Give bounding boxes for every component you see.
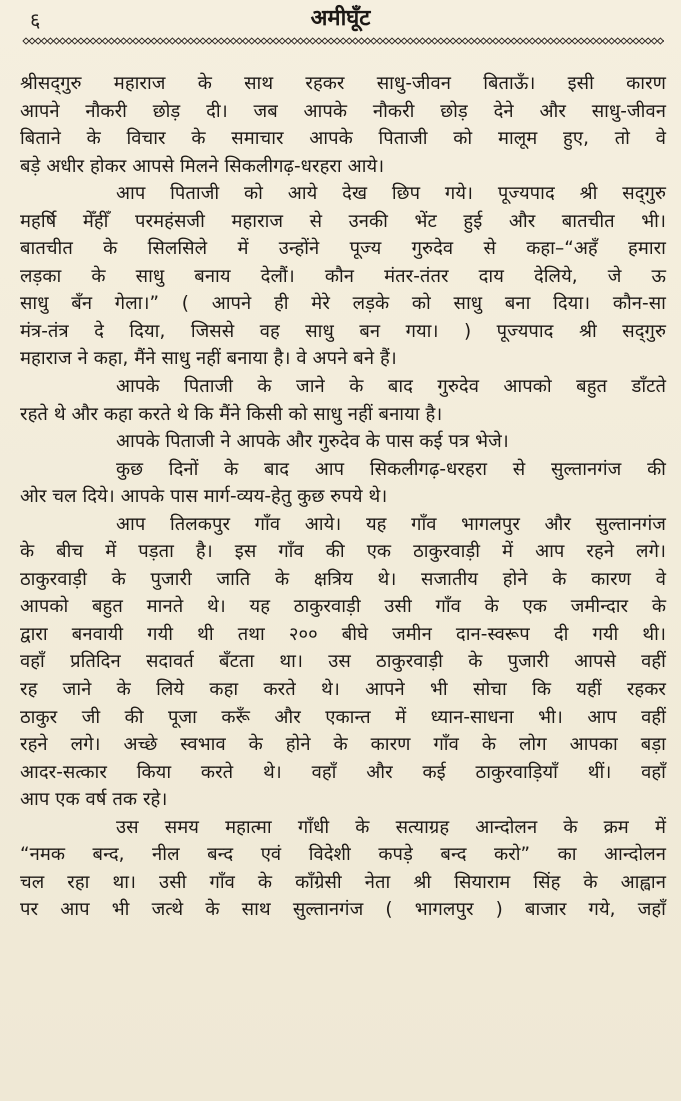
ornament-diamond — [664, 38, 665, 44]
text-line: रहते थे और कहा करते थे कि मैंने किसी को साधु नहीं बनाया है। — [20, 403, 443, 425]
ornament-diamond — [41, 38, 47, 44]
ornament-diamond — [176, 38, 182, 44]
ornament-diamond — [529, 38, 535, 44]
ornament-diamond — [487, 38, 493, 44]
ornament-diamond — [462, 38, 468, 44]
ornament-diamond — [633, 38, 639, 44]
ornament-diamond — [206, 38, 212, 44]
ornament-diamond — [298, 38, 304, 44]
ornament-diamond — [102, 38, 108, 44]
ornament-diamond — [505, 38, 511, 44]
text-line: आपने नौकरी छोड़ दी। जब आपके नौकरी छोड़ देने और साधु-जीवन — [20, 100, 666, 122]
ornament-diamond — [328, 38, 334, 44]
ornament-diamond — [322, 38, 328, 44]
ornament-diamond — [78, 38, 84, 44]
text-line: रह जाने के लिये कहा करते थे। आपने भी सोचा कि यहीं रहकर — [20, 679, 666, 701]
text-line: आप तिलकपुर गाँव आये। यह गाँव भागलपुर और सुल्तानगंज — [116, 513, 666, 535]
ornament-diamond — [401, 38, 407, 44]
text-line: बातचीत के सिलसिले में उन्होंने पूज्य गुरुदेव से कहा–“अहँ हमारा — [20, 238, 666, 260]
text-line: बड़े अधीर होकर आपसे मिलने सिकलीगढ़-धरहरा आये। — [20, 155, 385, 177]
ornament-diamond — [365, 38, 371, 44]
ornament-diamond — [84, 38, 90, 44]
ornament-diamond — [554, 38, 560, 44]
ornament-diamond — [542, 38, 548, 44]
ornament-diamond — [169, 38, 175, 44]
ornament-diamond — [420, 38, 426, 44]
ornament-diamond — [35, 38, 41, 44]
text-line: ठाकुरवाड़ी के पुजारी जाति के क्षत्रिय थे। सजातीय होने के कारण वे — [20, 568, 666, 590]
page-header — [0, 0, 681, 36]
text-line: द्वारा बनवायी गयी थी तथा २०० बीघे जमीन दान-स्वरूप दी गयी थी। — [20, 623, 666, 645]
text-line: महर्षि मेँहीँ परमहंसजी महाराज से उनकी भेंट हुई और बातचीत भी। — [20, 210, 666, 232]
ornament-diamond — [237, 38, 243, 44]
ornament-diamond — [493, 38, 499, 44]
ornament-diamond — [249, 38, 255, 44]
ornament-diamond — [182, 38, 188, 44]
ornament-diamond — [60, 38, 66, 44]
ornament-diamond — [578, 38, 584, 44]
text-line: उस समय महात्मा गाँधी के सत्याग्रह आन्दोलन के क्रम में — [116, 816, 666, 838]
ornament-diamond — [474, 38, 480, 44]
text-line: आपके पिताजी के जाने के बाद गुरुदेव आपको बहुत डाँटते — [116, 376, 666, 398]
ornament-diamond — [426, 38, 432, 44]
ornament-diamond — [230, 38, 236, 44]
ornament-diamond — [194, 38, 200, 44]
ornament-diamond — [310, 38, 316, 44]
text-line: मंत्र-तंत्र दे दिया, जिससे वह साधु बन गया। ) पूज्यपाद श्री सद्‌गुरु — [20, 320, 666, 342]
ornament-diamond — [468, 38, 474, 44]
text-line: महाराज ने कहा, मैंने साधु नहीं बनाया है। वे अपने बने हैं। — [20, 348, 397, 370]
text-line: ओर चल दिये। आपके पास मार्ग-व्यय-हेतु कुछ रुपये थे। — [20, 486, 388, 508]
ornament-diamond — [639, 38, 645, 44]
text-line: चल रहा था। उसी गाँव के काँग्रेसी नेता श्री सियाराम सिंह के आह्वान — [20, 871, 666, 893]
ornament-diamond — [304, 38, 310, 44]
text-line: बिताने के विचार के समाचार आपके पिताजी को मालूम हुए, तो वे — [20, 128, 666, 150]
ornament-diamond — [603, 38, 609, 44]
ornament-diamond — [23, 38, 29, 44]
ornament-diamond — [572, 38, 578, 44]
ornament-diamond — [395, 38, 401, 44]
text-line: लड़का के साधु बनाय देलौं। कौन मंतर-तंतर दाय देलिये, जे ऊ — [20, 265, 666, 287]
ornament-diamond — [285, 38, 291, 44]
ornament-diamond — [54, 38, 60, 44]
ornament-diamond — [584, 38, 590, 44]
ornament-diamond — [261, 38, 267, 44]
ornament-diamond — [523, 38, 529, 44]
ornament-diamond — [511, 38, 517, 44]
ornament-diamond — [535, 38, 541, 44]
ornament-diamond — [609, 38, 615, 44]
text-line: आप एक वर्ष तक रहे। — [20, 789, 168, 811]
ornament-diamond — [590, 38, 596, 44]
ornament-diamond — [200, 38, 206, 44]
text-line: आपको बहुत मानते थे। यह ठाकुरवाड़ी उसी गाँव के एक जमीन्दार के — [20, 596, 666, 618]
body-text — [20, 70, 666, 924]
text-line: वहाँ प्रतिदिन सदावर्त बँटता था। उस ठाकुरवाड़ी के पुजारी आपसे वहीं — [20, 651, 666, 673]
ornament-diamond — [151, 38, 157, 44]
text-line: ठाकुर जी की पूजा करूँ और एकान्त में ध्यान-साधना भी। आप वहीं — [20, 706, 666, 728]
running-title: अमीघूँट — [310, 6, 371, 31]
ornament-diamond — [163, 38, 169, 44]
ornament-diamond — [627, 38, 633, 44]
page-number: ६ — [30, 8, 41, 32]
ornament-diamond — [72, 38, 78, 44]
ornament-diamond — [499, 38, 505, 44]
ornament-diamond — [481, 38, 487, 44]
text-line: “नमक बन्द, नील बन्द एवं विदेशी कपड़े बन्द करो” का आन्दोलन — [20, 844, 666, 866]
ornament-diamond — [383, 38, 389, 44]
text-line: श्रीसद्‌गुरु महाराज के साथ रहकर साधु-जीवन बिताऊँ। इसी कारण — [20, 73, 666, 94]
ornament-diamond — [90, 38, 96, 44]
ornament-diamond — [66, 38, 72, 44]
ornament-diamond — [645, 38, 651, 44]
ornament-diamond — [47, 38, 53, 44]
ornament-diamond — [224, 38, 230, 44]
ornament-diamond — [157, 38, 163, 44]
ornament-diamond — [651, 38, 657, 44]
ornament-diamond — [127, 38, 133, 44]
ornament-diamond — [291, 38, 297, 44]
ornament-diamond — [145, 38, 151, 44]
ornament-diamond — [389, 38, 395, 44]
ornament-diamond — [377, 38, 383, 44]
ornament-diamond — [548, 38, 554, 44]
text-line: साधु बँन गेला।” ( आपने ही मेरे लड़के को साधु बना दिया। कौन-सा — [20, 293, 666, 315]
text-line: आदर-सत्कार किया करते थे। वहाँ और कई ठाकुरवाड़ियाँ थीं। वहाँ — [20, 761, 666, 783]
ornament-diamond — [371, 38, 377, 44]
ornament-diamond — [279, 38, 285, 44]
ornament-diamond — [566, 38, 572, 44]
text-line: कुछ दिनों के बाद आप सिकलीगढ़-धरहरा से सुल्तानगंज की — [116, 458, 666, 480]
ornament-diamond — [346, 38, 352, 44]
ornament-diamond — [621, 38, 627, 44]
ornament-diamond — [615, 38, 621, 44]
ornament-diamond — [359, 38, 365, 44]
ornament-diamond — [456, 38, 462, 44]
ornament-diamond — [96, 38, 102, 44]
ornament-diamond — [115, 38, 121, 44]
ornament-diamond — [273, 38, 279, 44]
ornament-diamond — [29, 38, 35, 44]
ornament-diamond — [407, 38, 413, 44]
ornament-diamond — [450, 38, 456, 44]
ornament-diamond — [444, 38, 450, 44]
ornament-diamond — [243, 38, 249, 44]
ornament-diamond — [121, 38, 127, 44]
ornament-diamond — [438, 38, 444, 44]
ornament-diamond — [139, 38, 145, 44]
ornament-diamond — [340, 38, 346, 44]
ornamental-divider — [20, 36, 664, 46]
ornament-diamond — [596, 38, 602, 44]
ornament-diamond — [334, 38, 340, 44]
ornament-diamond — [657, 38, 663, 44]
ornament-diamond — [517, 38, 523, 44]
ornament-diamond — [133, 38, 139, 44]
text-line: रहने लगे। अच्छे स्वभाव के होने के कारण गाँव के लोग आपका बड़ा — [20, 734, 666, 756]
ornament-diamond — [188, 38, 194, 44]
ornament-diamond — [432, 38, 438, 44]
text-line: पर आप भी जत्थे के साथ सुल्तानगंज ( भागलपुर ) बाजार गये, जहाँ — [20, 899, 666, 921]
ornament-diamond — [108, 38, 114, 44]
ornament-diamond — [255, 38, 261, 44]
ornament-diamond — [267, 38, 273, 44]
ornament-diamond — [212, 38, 218, 44]
ornament-diamond — [560, 38, 566, 44]
text-line: के बीच में पड़ता है। इस गाँव की एक ठाकुरवाड़ी में आप रहने लगे। — [20, 541, 666, 563]
ornament-diamond — [413, 38, 419, 44]
text-line: आपके पिताजी ने आपके और गुरुदेव के पास कई पत्र भेजे। — [116, 431, 509, 453]
ornament-diamond — [218, 38, 224, 44]
text-line: आप पिताजी को आये देख छिप गये। पूज्यपाद श्री सद्‌गुरु — [116, 183, 666, 205]
ornament-diamond — [316, 38, 322, 44]
ornament-diamond — [352, 38, 358, 44]
